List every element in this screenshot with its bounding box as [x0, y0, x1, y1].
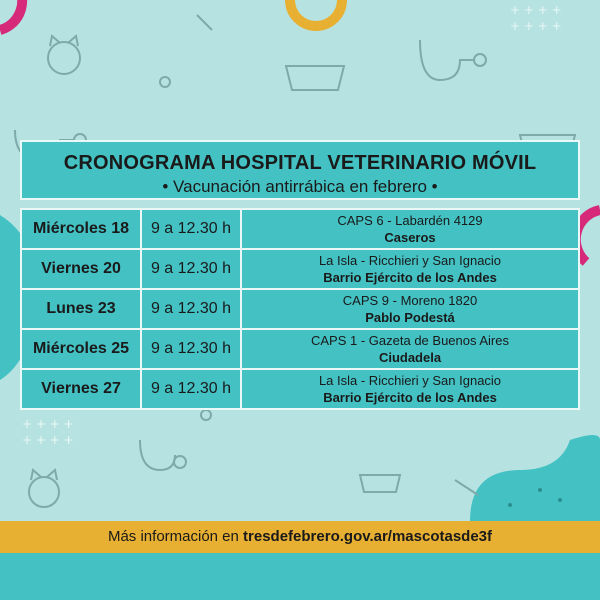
svg-text:+ + + +: + + + + — [510, 19, 562, 33]
stethoscope-icon — [140, 440, 186, 470]
table-row — [21, 369, 579, 409]
plus-pattern-bottom-icon — [22, 417, 74, 447]
table-row — [21, 209, 579, 249]
page-title: CRONOGRAMA HOSPITAL VETERINARIO MÓVIL — [63, 152, 537, 174]
paw-icon — [201, 410, 211, 420]
footer-prefix: Más información en — [107, 528, 244, 545]
place-cell — [241, 329, 579, 369]
cat-icon — [48, 36, 80, 74]
schedule-table — [20, 208, 580, 410]
place-address: La Isla - Ricchieri y San Ignacio — [318, 253, 502, 268]
svg-text:+ + + +: + + + + — [510, 3, 562, 17]
blob-dot — [508, 503, 512, 507]
place-cell — [241, 209, 579, 249]
cat-icon — [29, 470, 59, 507]
stethoscope-icon — [420, 40, 486, 80]
place-area: Ciudadela — [378, 350, 442, 365]
time-cell: 9 a 12.30 h — [141, 289, 241, 329]
page-subtitle: • Vacunación antirrábica en febrero • — [162, 177, 438, 196]
time-cell: 9 a 12.30 h — [141, 329, 241, 369]
day-cell: Viernes 20 — [21, 249, 141, 289]
place-cell — [241, 289, 579, 329]
table-row — [21, 329, 579, 369]
place-address: CAPS 6 - Labardén 4129 — [337, 213, 483, 228]
day-cell: Viernes 27 — [21, 369, 141, 409]
bone-icon — [455, 480, 478, 495]
svg-text:+ + + +: + + + + — [22, 417, 74, 431]
yellow-ring-icon — [290, 0, 342, 26]
place-address: CAPS 9 - Moreno 1820 — [342, 293, 478, 308]
place-area: Barrio Ejército de los Andes — [323, 390, 497, 405]
schedule-header — [20, 140, 580, 200]
plus-pattern-icon — [510, 3, 562, 33]
table-row — [21, 249, 579, 289]
table-row — [21, 289, 579, 329]
place-area: Barrio Ejército de los Andes — [323, 270, 497, 285]
info-footer — [0, 521, 600, 553]
blob-dot — [538, 488, 542, 492]
place-address: La Isla - Ricchieri y San Ignacio — [318, 373, 502, 388]
blob-dot — [558, 498, 562, 502]
magenta-ring-icon — [0, 0, 22, 30]
place-cell — [241, 249, 579, 289]
website-link[interactable]: tresdefebrero.gov.ar/mascotasde3f — [243, 528, 493, 545]
place-area: Caseros — [384, 230, 436, 245]
time-cell: 9 a 12.30 h — [141, 209, 241, 249]
day-cell: Miércoles 18 — [21, 209, 141, 249]
bottom-band — [0, 553, 600, 600]
paw-icon — [160, 77, 170, 87]
time-cell: 9 a 12.30 h — [141, 249, 241, 289]
day-cell: Miércoles 25 — [21, 329, 141, 369]
place-area: Pablo Podestá — [365, 310, 455, 325]
teal-blob-right — [470, 435, 600, 521]
day-cell: Lunes 23 — [21, 289, 141, 329]
place-address: CAPS 1 - Gazeta de Buenos Aires — [311, 333, 509, 348]
time-cell: 9 a 12.30 h — [141, 369, 241, 409]
svg-text:+ + + +: + + + + — [22, 433, 74, 447]
pet-bowl-icon — [360, 475, 400, 492]
pet-bowl-icon — [286, 66, 344, 90]
place-cell — [241, 369, 579, 409]
bone-icon — [197, 15, 212, 30]
